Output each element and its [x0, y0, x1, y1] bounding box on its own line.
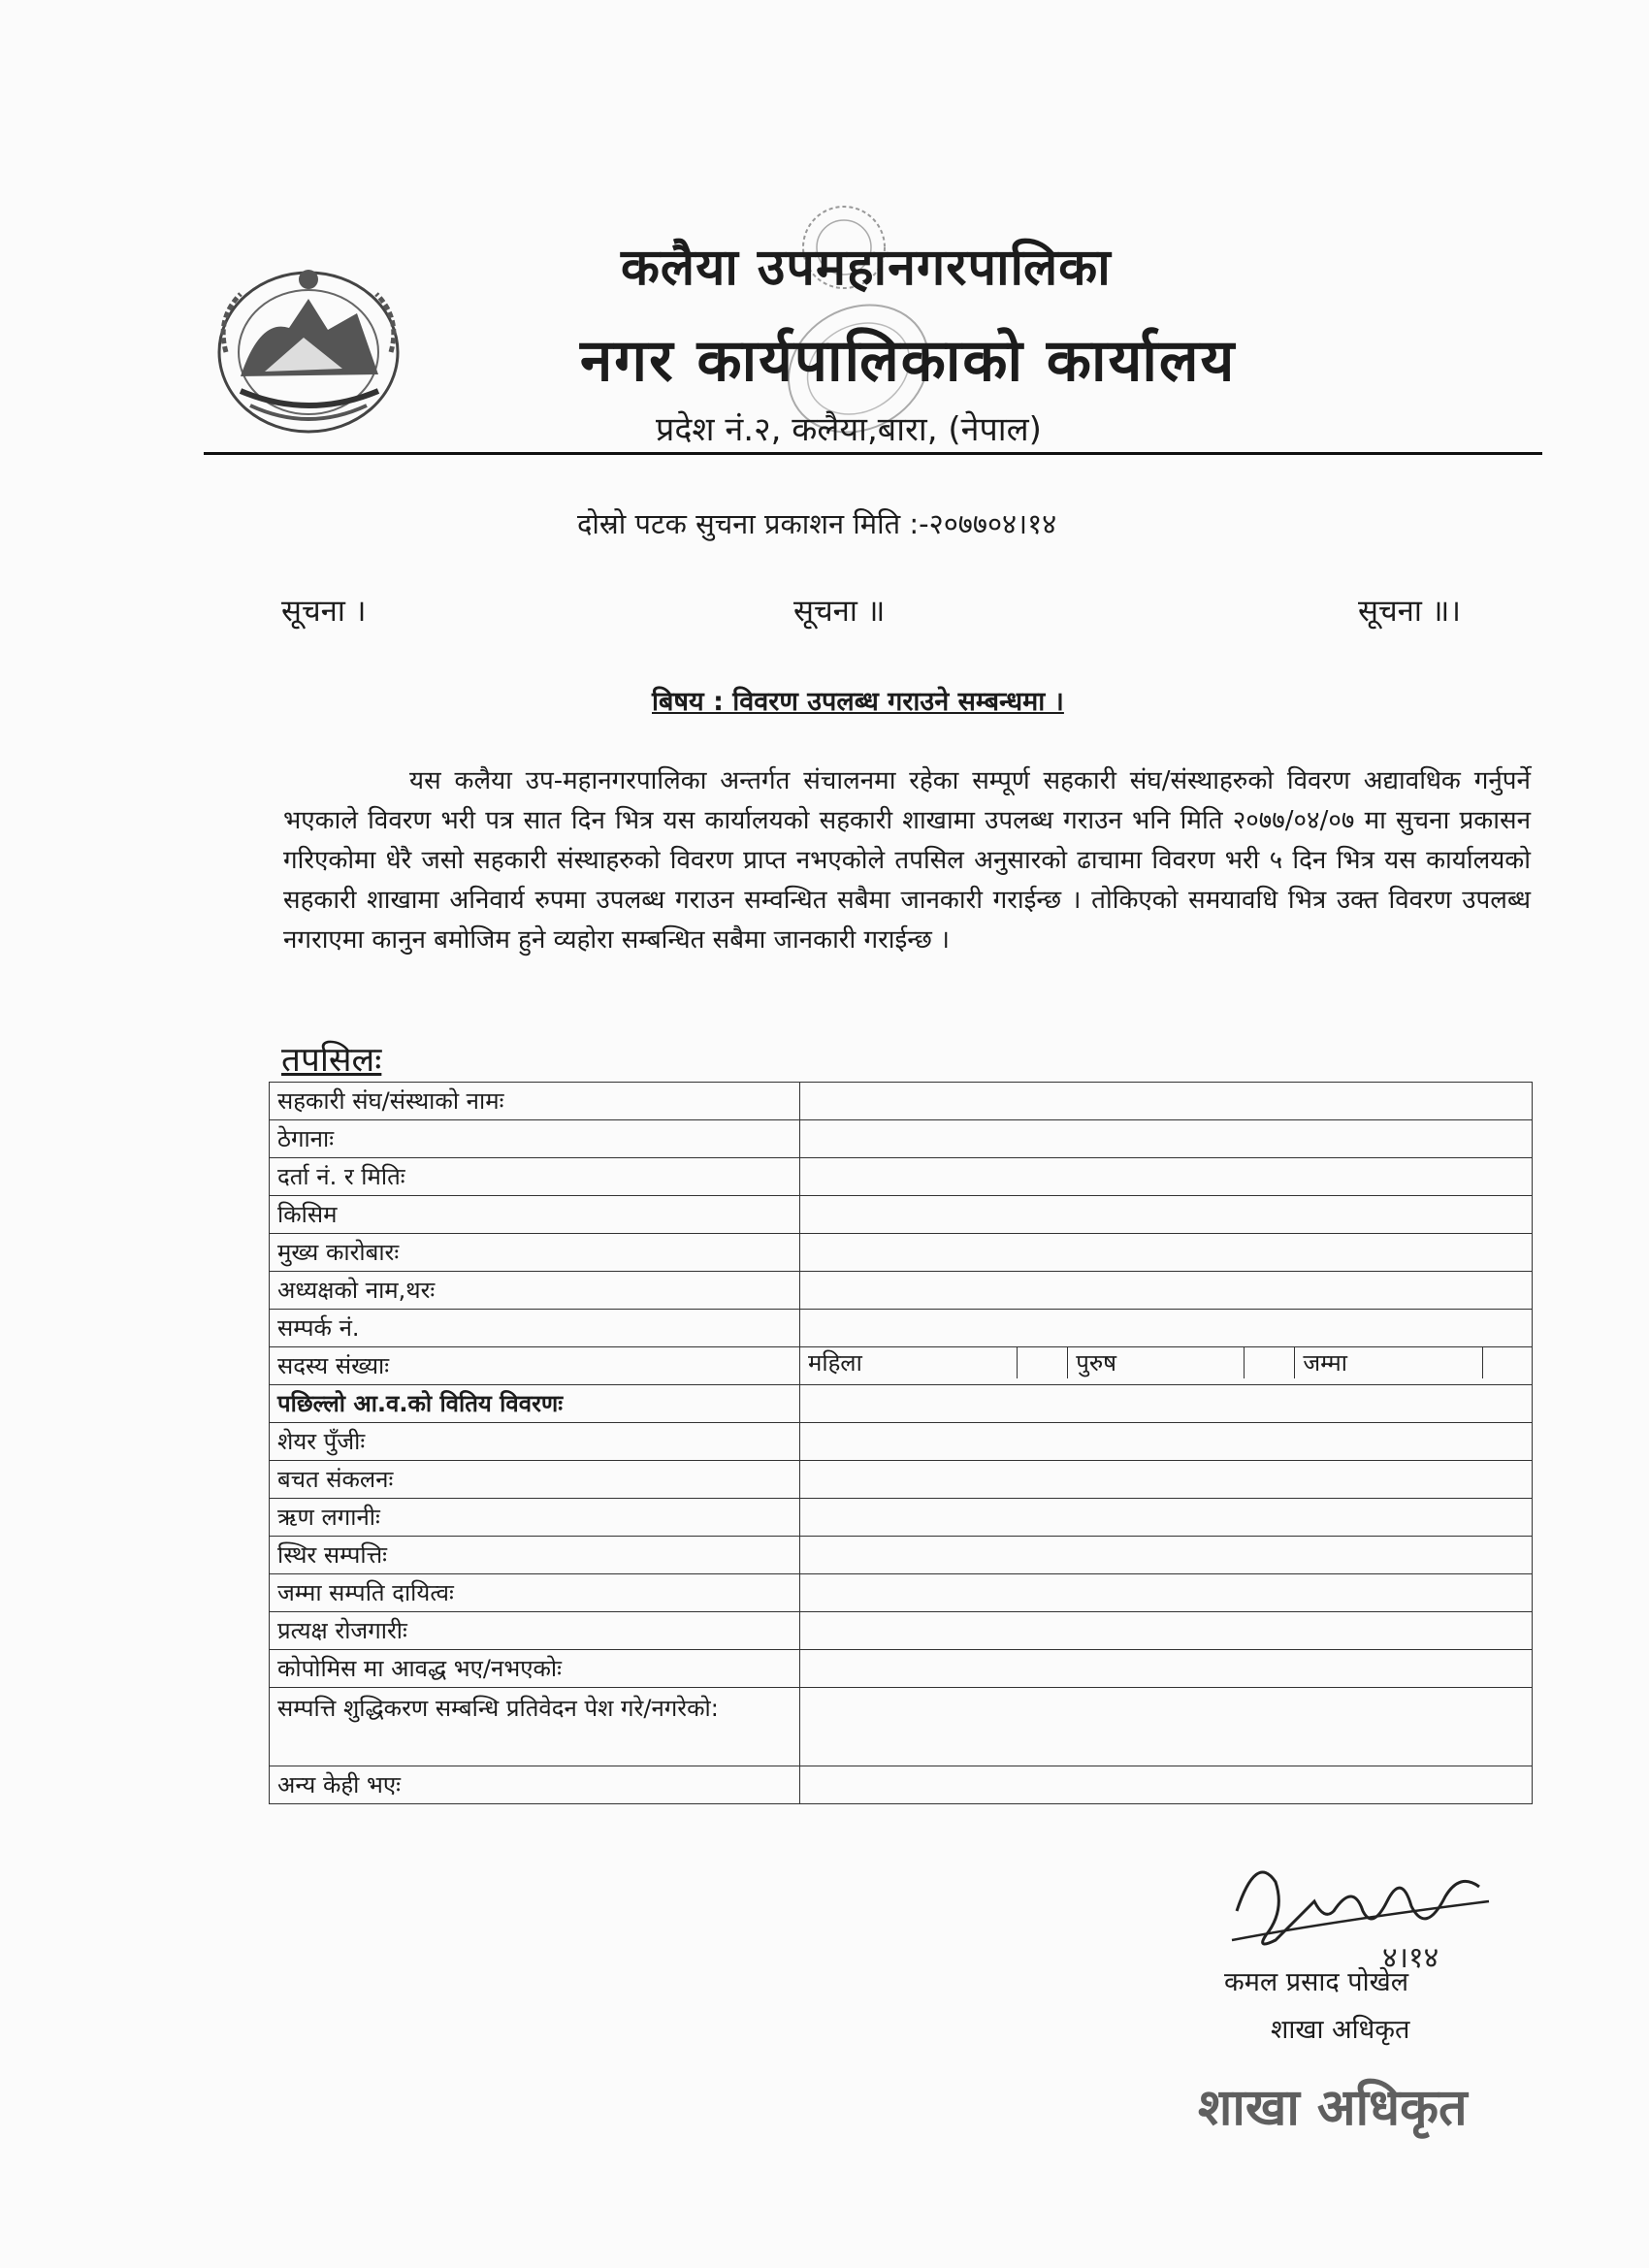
- row-value-blank: [800, 1120, 1533, 1158]
- row-label: किसिम: [270, 1196, 800, 1234]
- row-value-blank: [800, 1650, 1533, 1688]
- row-label: अध्यक्षको नाम,थरः: [270, 1272, 800, 1310]
- signer-title: शाखा अधिकृत: [1271, 2015, 1410, 2045]
- row-value-blank: [800, 1234, 1533, 1272]
- table-row: [270, 1650, 1533, 1688]
- row-value-blank: [800, 1499, 1533, 1537]
- member-breakdown-table: [800, 1347, 1532, 1378]
- row-value-blank: [800, 1423, 1533, 1461]
- header-divider: [204, 452, 1542, 455]
- total-label: जम्मा: [1295, 1347, 1482, 1378]
- handwritten-signature: [1217, 1843, 1499, 1979]
- row-label: सम्पत्ति शुद्धिकरण सम्बन्धि प्रतिवेदन पेश गरे/नगरेको:: [270, 1688, 800, 1766]
- row-label: ठेगानाः: [270, 1120, 800, 1158]
- government-emblem-icon: [211, 260, 405, 439]
- notice-heading-left: सूचना ।: [281, 594, 367, 629]
- table-row: [270, 1120, 1533, 1158]
- male-value-blank: [1244, 1347, 1294, 1378]
- subject-line: बिषय : विवरण उपलब्ध गराउने सम्बन्धमा ।: [652, 687, 1064, 717]
- member-breakdown-cell: [800, 1347, 1533, 1385]
- publication-date-line: दोस्रो पटक सुचना प्रकाशन मिति :-२०७७०४।१४: [577, 507, 1057, 540]
- row-value-blank: [800, 1574, 1533, 1612]
- row-label: प्रत्यक्ष रोजगारीः: [270, 1612, 800, 1650]
- female-value-blank: [1017, 1347, 1067, 1378]
- table-row: [270, 1083, 1533, 1120]
- row-value-blank: [800, 1612, 1533, 1650]
- male-label: पुरुष: [1068, 1347, 1245, 1378]
- row-value-blank: [800, 1310, 1533, 1347]
- table-row: [270, 1688, 1533, 1766]
- table-row: [270, 1461, 1533, 1499]
- table-row: [270, 1310, 1533, 1347]
- row-value-blank: [800, 1537, 1533, 1574]
- signer-name: कमल प्रसाद पोखेल: [1224, 1967, 1409, 1997]
- total-value-blank: [1482, 1347, 1532, 1378]
- table-row: [270, 1158, 1533, 1196]
- row-label: मुख्य कारोबारः: [270, 1234, 800, 1272]
- row-label: जम्मा सम्पति दायित्वः: [270, 1574, 800, 1612]
- table-row: [270, 1272, 1533, 1310]
- row-label: ऋण लगानीः: [270, 1499, 800, 1537]
- section-label: पछिल्लो आ.व.को वितिय विवरणः: [270, 1385, 800, 1423]
- notice-body: यस कलैया उप-महानगरपालिका अन्तर्गत संचालनमा रहेका सम्पूर्ण सहकारी संघ/संस्थाहरुको विवरण अद्यावधिक गर्नुपर्ने भएकाले विवरण भरी पत्र सात दिन भित्र यस कार्यालयको सहकारी शाखामा उपलब्ध गराउन भनि मिति २०७७/०४/०७ मा सुचना प्रकासन गरिएकोमा धेरै जसो सहकारी संस्थाहरुको विवरण प्राप्त नभएकोले तपसिल अनुसारको ढाचामा विवरण भरी ५ दिन भित्र यस कार्यालयको सहकारी शाखामा अनिवार्य रुपमा उपलब्ध गराउन सम्वन्धित सबैमा जानकारी गराईन्छ । तोकिएको समयावधि भित्र उक्त विवरण उपलब्ध नगराएमा कानुन बमोजिम हुने व्यहोरा सम्बन्धित सबैमा जानकारी गराईन्छ ।: [283, 766, 1531, 955]
- table-row: [270, 1537, 1533, 1574]
- svg-text:शाखा अधिकृत: शाखा अधिकृत: [1198, 2078, 1468, 2137]
- table-row: [270, 1499, 1533, 1537]
- row-value-blank: [800, 1385, 1533, 1423]
- table-row: [270, 1385, 1533, 1423]
- row-label: कोपोमिस मा आवद्ध भए/नभएकोः: [270, 1650, 800, 1688]
- title-rubber-stamp: [1188, 2066, 1479, 2144]
- female-label: महिला: [800, 1347, 1017, 1378]
- row-value-blank: [800, 1196, 1533, 1234]
- row-value-blank: [800, 1083, 1533, 1120]
- table-row: [270, 1234, 1533, 1272]
- table-row: [270, 1612, 1533, 1650]
- row-value-blank: [800, 1766, 1533, 1804]
- table-row: [270, 1196, 1533, 1234]
- row-label: दर्ता नं. र मितिः: [270, 1158, 800, 1196]
- table-row: [270, 1766, 1533, 1804]
- office-address: प्रदेश नं.२, कलैया,बारा, (नेपाल): [656, 410, 1042, 449]
- row-value-blank: [800, 1158, 1533, 1196]
- office-name: नगर कार्यपालिकाको कार्यालय: [580, 327, 1237, 395]
- row-value-blank: [800, 1272, 1533, 1310]
- row-label: सम्पर्क नं.: [270, 1310, 800, 1347]
- row-value-blank: [800, 1688, 1533, 1766]
- svg-text:४।१४: ४।१४: [1382, 1941, 1439, 1975]
- details-heading: तपसिलः: [281, 1041, 382, 1080]
- row-label: सदस्य संख्याः: [270, 1347, 800, 1385]
- notice-heading-right: सूचना ॥।: [1358, 594, 1462, 629]
- municipality-name: कलैया उपमहानगरपालिका: [621, 239, 1112, 297]
- table-row: [270, 1347, 1533, 1385]
- row-label: शेयर पुँजीः: [270, 1423, 800, 1461]
- table-row: [270, 1423, 1533, 1461]
- row-label: सहकारी संघ/संस्थाको नामः: [270, 1083, 800, 1120]
- row-label: अन्य केही भएः: [270, 1766, 800, 1804]
- notice-heading-center: सूचना ॥: [793, 594, 886, 629]
- details-form-table: [269, 1082, 1533, 1804]
- row-label: स्थिर सम्पत्तिः: [270, 1537, 800, 1574]
- table-row: [270, 1574, 1533, 1612]
- row-label: बचत संकलनः: [270, 1461, 800, 1499]
- row-value-blank: [800, 1461, 1533, 1499]
